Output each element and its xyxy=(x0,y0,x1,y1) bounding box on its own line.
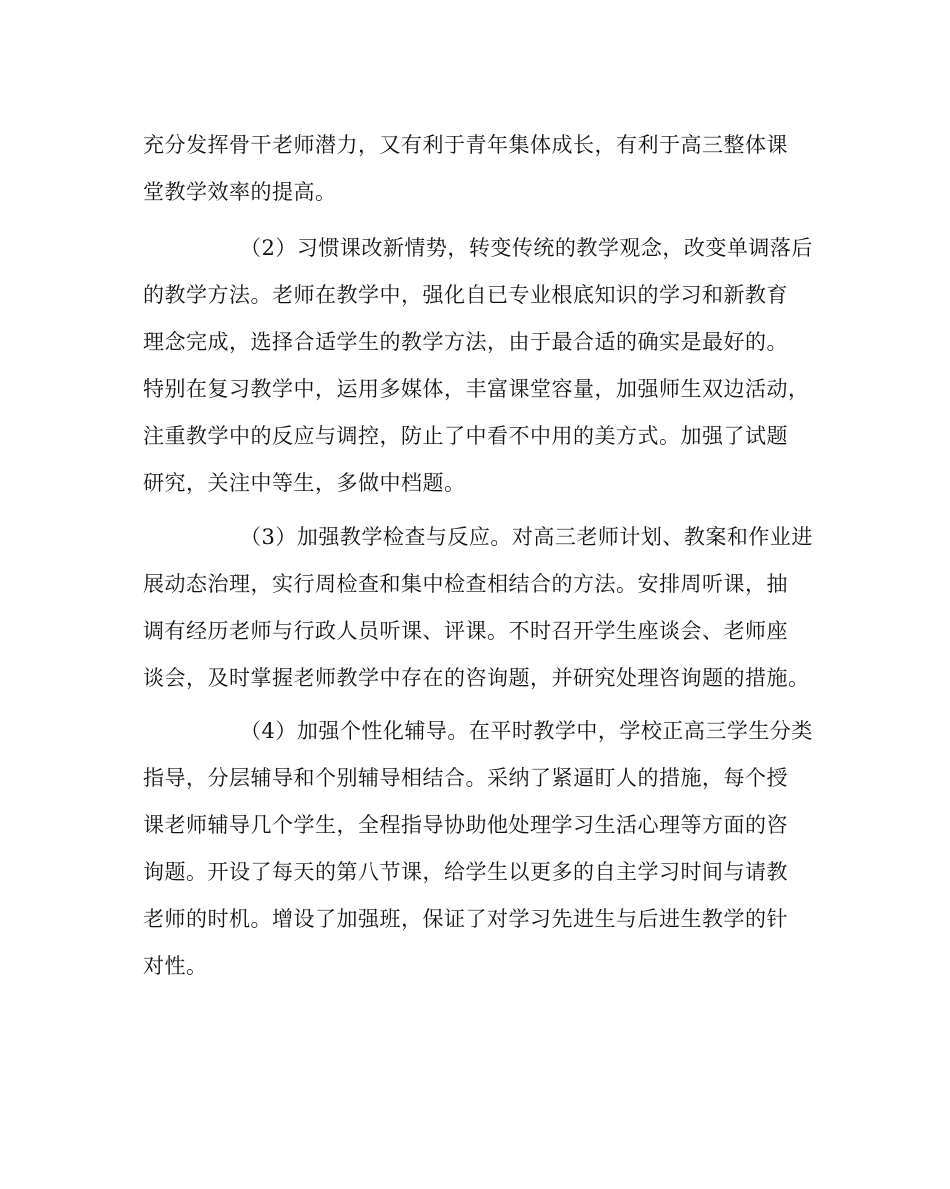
paragraph-start-line: （4）加强个性化辅导。在平时教学中，学校正高三学生分类 xyxy=(240,719,813,743)
text-line: 充分发挥骨干老师潜力，又有利于青年集体成长，有利于高三整体课 xyxy=(143,133,788,157)
text-line: 堂教学效率的提高。 xyxy=(143,180,337,204)
text-line: 谈会，及时掌握老师教学中存在的咨询题，并研究处理咨询题的措施。 xyxy=(143,666,810,690)
text-line: 指导，分层辅导和个别辅导相结合。采纳了紧逼盯人的措施，每个授 xyxy=(143,766,788,790)
text-line: 特别在复习教学中，运用多媒体，丰富课堂容量，加强师生双边活动， xyxy=(143,377,810,401)
paragraph-start-line: （2）习惯课改新情势，转变传统的教学观念，改变单调落后 xyxy=(240,236,813,260)
text-line: 理念完成，选择合适学生的教学方法，由于最合适的确实是最好的。 xyxy=(143,330,788,354)
text-line: 研究，关注中等生，多做中档题。 xyxy=(143,471,466,495)
text-line: 的教学方法。老师在教学中，强化自已专业根底知识的学习和新教育 xyxy=(143,283,788,307)
text-line: 询题。开设了每天的第八节课，给学生以更多的自主学习时间与请教 xyxy=(143,860,788,884)
text-line: 老师的时机。增设了加强班，保证了对学习先进生与后进生教学的针 xyxy=(143,907,788,931)
text-line: 调有经历老师与行政人员听课、评课。不时召开学生座谈会、老师座 xyxy=(143,619,788,643)
paragraph-start-line: （3）加强教学检查与反应。对高三老师计划、教案和作业进 xyxy=(240,525,813,549)
text-line: 对性。 xyxy=(143,954,208,978)
text-line: 课老师辅导几个学生，全程指导协助他处理学习生活心理等方面的咨 xyxy=(143,813,788,837)
text-line: 注重教学中的反应与调控，防止了中看不中用的美方式。加强了试题 xyxy=(143,424,788,448)
text-line: 展动态治理，实行周检查和集中检查相结合的方法。安排周听课，抽 xyxy=(143,572,788,596)
